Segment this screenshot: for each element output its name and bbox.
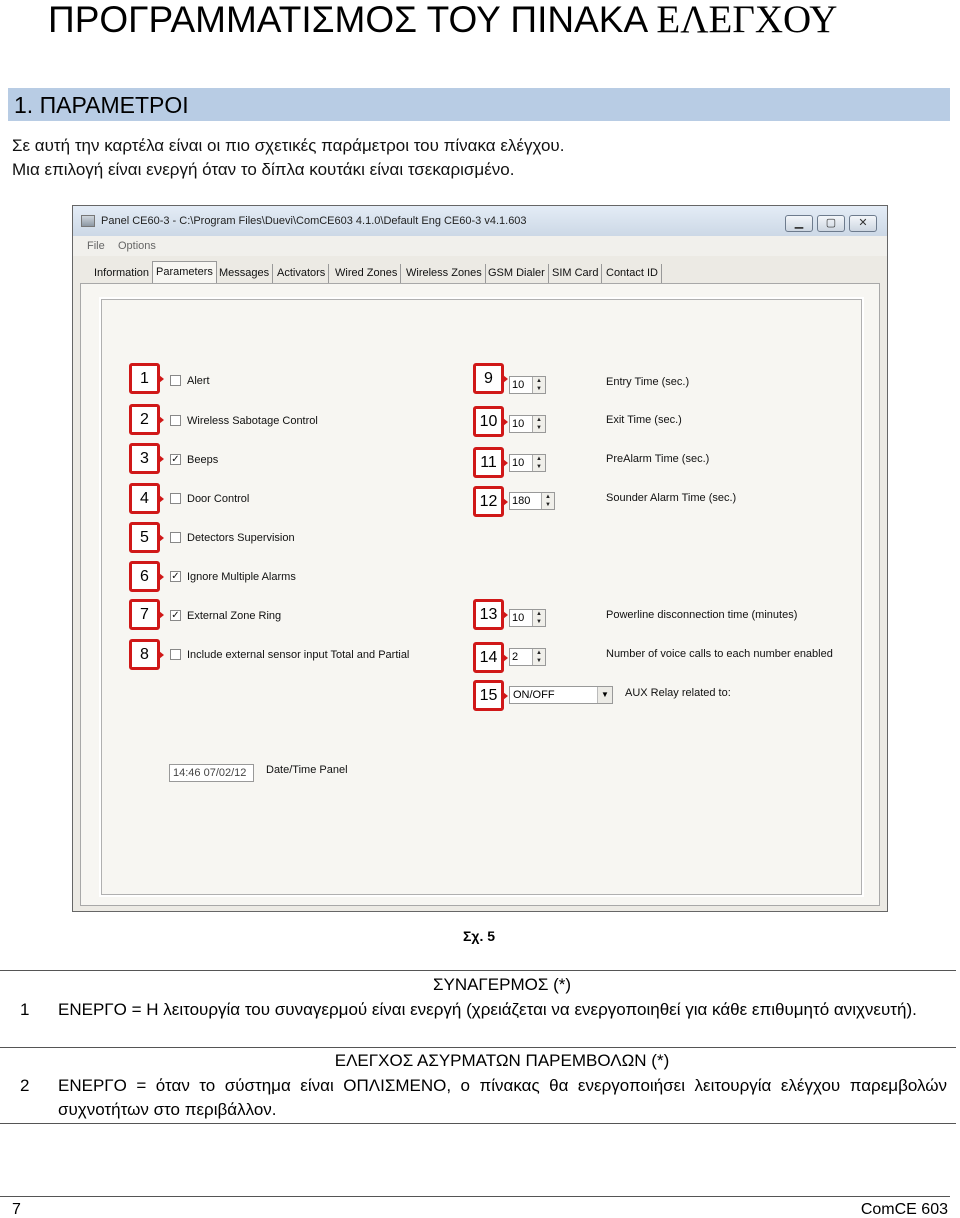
detectors-supervision-checkbox[interactable] [170, 532, 181, 543]
marker-11: 11 [473, 447, 504, 478]
entry-time-label: Entry Time (sec.) [606, 376, 690, 388]
prealarm-time-label: PreAlarm Time (sec.) [606, 453, 710, 465]
marker-3: 3 [129, 443, 160, 474]
chevron-down-icon[interactable]: ▼ [597, 687, 612, 703]
external-zone-ring-label: External Zone Ring [187, 610, 282, 622]
spinner-arrows-icon[interactable]: ▲ ▼ [532, 610, 545, 626]
entry-time-value: 10 [512, 379, 525, 391]
entry-time-spinner[interactable] [509, 376, 546, 394]
tab-activators[interactable]: Activators [274, 264, 329, 283]
row-2-text: ΕΝΕΡΓΟ = όταν το σύστημα είναι ΟΠΛΙΣΜΕΝΟ, ο πίνακας θα ενεργοποιήσει λειτουργία ελέγχου παρεμβολών συχνοτήτων στο περιβάλλον. [58, 1076, 947, 1119]
alert-checkbox[interactable] [170, 375, 181, 386]
marker-12: 12 [473, 486, 504, 517]
powerline-time-value: 10 [512, 612, 525, 624]
check-mark-icon: ✓ [171, 610, 180, 621]
window-titlebar [73, 206, 887, 236]
powerline-time-spinner[interactable] [509, 609, 546, 627]
window-title: Panel CE60-3 - C:\Program Files\Duevi\ComCE603 4.1.0\Default Eng CE60-3 v4.1.603 [101, 215, 527, 227]
app-icon [81, 215, 95, 227]
table-top-rule [0, 970, 956, 971]
exit-time-label: Exit Time (sec.) [606, 414, 682, 426]
document-code: ComCE 603 [860, 1201, 948, 1218]
sounder-alarm-time-spinner[interactable] [509, 492, 555, 510]
document-title-tail: ΕΛΕΓΧΟΥ [656, 0, 838, 41]
section-heading-bar [8, 88, 950, 121]
date-time-label: Date/Time Panel [266, 764, 348, 776]
prealarm-time-value: 10 [512, 457, 525, 469]
door-control-label: Door Control [187, 493, 250, 505]
ignore-multiple-alarms-label: Ignore Multiple Alarms [187, 571, 296, 583]
tab-sim-card[interactable]: SIM Card [549, 264, 602, 283]
intro-line-2: Μια επιλογή είναι ενεργή όταν το δίπλα κουτάκι είναι τσεκαρισμένο. [12, 160, 515, 179]
wireless-sabotage-checkbox[interactable] [170, 415, 181, 426]
tab-information[interactable]: Information [91, 264, 153, 283]
tab-parameters[interactable]: Parameters [152, 261, 217, 284]
prealarm-time-spinner[interactable] [509, 454, 546, 472]
date-time-field[interactable]: 14:46 07/02/12 [169, 764, 254, 782]
document-title-main: ΠΡΟΓΡΑΜΜΑΤΙΣΜΟΣ ΤΟΥ ΠΙΝΑΚΑ [48, 0, 647, 40]
intro-line-1: Σε αυτή την καρτέλα είναι οι πιο σχετικές παράμετροι του πίνακα ελέγχου. [12, 136, 565, 155]
tab-wired-zones[interactable]: Wired Zones [332, 264, 401, 283]
row-2-number: 2 [20, 1076, 30, 1095]
tab-wireless-zones[interactable]: Wireless Zones [403, 264, 486, 283]
tab-bar [80, 261, 887, 283]
aux-relay-value: ON/OFF [513, 689, 555, 701]
spinner-arrows-icon[interactable]: ▲ ▼ [532, 455, 545, 471]
panel-window-screenshot [72, 205, 888, 912]
external-zone-ring-checkbox[interactable] [170, 610, 181, 621]
row-1-heading: ΣΥΝΑΓΕΡΜΟΣ (*) [432, 975, 572, 994]
menu-bar [73, 236, 887, 256]
section-intro [12, 134, 564, 182]
minimize-icon[interactable]: ▁ [785, 215, 813, 232]
check-mark-icon: ✓ [171, 571, 180, 582]
table-bottom-rule [0, 1123, 956, 1124]
marker-8: 8 [129, 639, 160, 670]
marker-7: 7 [129, 599, 160, 630]
menu-file[interactable]: File [87, 240, 105, 252]
document-title [48, 0, 837, 40]
marker-14: 14 [473, 642, 504, 673]
tab-contact-id[interactable]: Contact ID [603, 264, 662, 283]
detectors-supervision-label: Detectors Supervision [187, 532, 295, 544]
alert-label: Alert [187, 375, 210, 387]
marker-10: 10 [473, 406, 504, 437]
table-row-rule [0, 1047, 956, 1048]
voice-calls-value: 2 [512, 651, 519, 663]
marker-9: 9 [473, 363, 504, 394]
external-sensor-checkbox[interactable] [170, 649, 181, 660]
ignore-multiple-alarms-checkbox[interactable] [170, 571, 181, 582]
check-mark-icon: ✓ [171, 454, 180, 465]
row-1-text: ΕΝΕΡΓΟ = Η λειτουργία του συναγερμού είναι ενεργή (χρειάζεται να ενεργοποιηθεί για κάθε επιθυμητό ανιχνευτή). [58, 1000, 917, 1019]
beeps-label: Beeps [187, 454, 219, 466]
voice-calls-spinner[interactable] [509, 648, 546, 666]
sounder-alarm-time-label: Sounder Alarm Time (sec.) [606, 492, 737, 504]
row-2-heading: ΕΛΕΓΧΟΣ ΑΣΥΡΜΑΤΩΝ ΠΑΡΕΜΒΟΛΩΝ (*) [334, 1051, 670, 1070]
marker-15: 15 [473, 680, 504, 711]
maximize-icon[interactable]: ▢ [817, 215, 845, 232]
row-1-number: 1 [20, 1000, 30, 1019]
marker-6: 6 [129, 561, 160, 592]
tab-gsm-dialer[interactable]: GSM Dialer [485, 264, 549, 283]
wireless-sabotage-label: Wireless Sabotage Control [187, 415, 318, 427]
page-number: 7 [12, 1201, 21, 1218]
sounder-alarm-time-value: 180 [512, 495, 531, 507]
tab-messages[interactable]: Messages [216, 264, 273, 283]
aux-relay-label: AUX Relay related to: [625, 687, 731, 699]
powerline-time-label: Powerline disconnection time (minutes) [606, 609, 798, 621]
exit-time-spinner[interactable] [509, 415, 546, 433]
marker-2: 2 [129, 404, 160, 435]
voice-calls-label: Number of voice calls to each number enabled [606, 648, 833, 660]
menu-options[interactable]: Options [118, 240, 156, 252]
section-title: 1. ΠΑΡΑΜΕΤΡΟΙ [14, 92, 189, 118]
marker-1: 1 [129, 363, 160, 394]
spinner-arrows-icon[interactable]: ▲ ▼ [532, 377, 545, 393]
figure-caption: Σχ. 5 [463, 928, 496, 944]
close-icon[interactable]: ✕ [849, 215, 877, 232]
marker-13: 13 [473, 599, 504, 630]
aux-relay-dropdown[interactable] [509, 686, 613, 704]
footer-rule [0, 1196, 950, 1197]
spinner-arrows-icon[interactable]: ▲ ▼ [541, 493, 554, 509]
door-control-checkbox[interactable] [170, 493, 181, 504]
spinner-arrows-icon[interactable]: ▲ ▼ [532, 649, 545, 665]
exit-time-value: 10 [512, 418, 525, 430]
marker-4: 4 [129, 483, 160, 514]
beeps-checkbox[interactable] [170, 454, 181, 465]
external-sensor-label: Include external sensor input Total and Partial [187, 649, 410, 661]
spinner-arrows-icon[interactable]: ▲ ▼ [532, 416, 545, 432]
marker-5: 5 [129, 522, 160, 553]
